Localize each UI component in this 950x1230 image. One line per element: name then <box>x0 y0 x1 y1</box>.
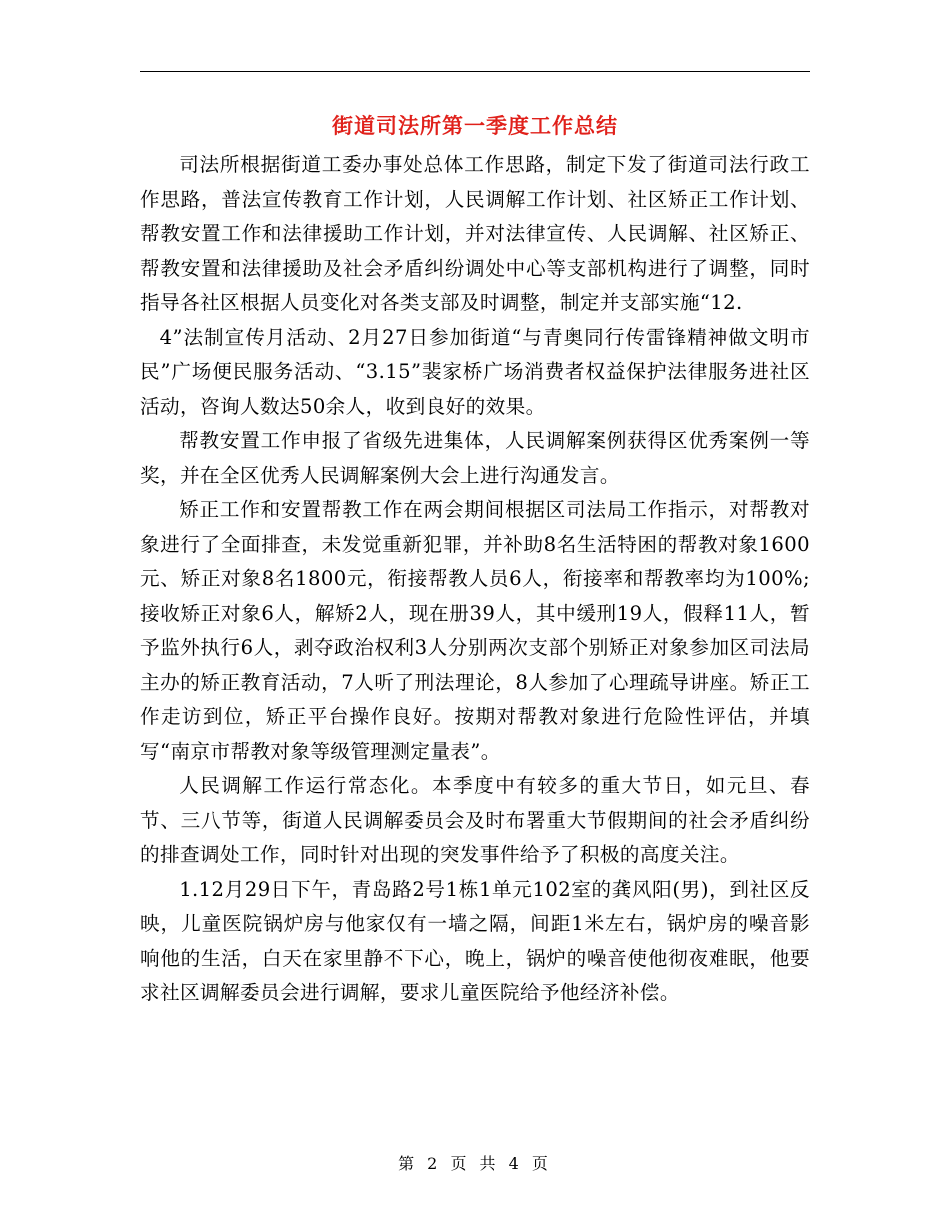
paragraph-2: 4”法制宣传月活动、2月27日参加街道“与青奥同行传雷锋精神做文明市民”广场便民服务活动、“3.15”裴家桥广场消费者权益保护法律服务进社区活动，咨询人数达50余人，收到良好的效果。 <box>140 325 810 418</box>
paragraph-1: 司法所根据街道工委办事处总体工作思路，制定下发了街道司法行政工作思路，普法宣传教育工作计划，人民调解工作计划、社区矫正工作计划、帮教安置工作和法律援助工作计划，并对法律宣传、人民调解、社区矫正、帮教安置和法律援助及社会矛盾纠纷调处中心等支部机构进行了调整，同时指导各社区根据人员变化对各类支部及时调整，制定并支部实施“12. <box>140 153 810 314</box>
document-body <box>140 148 810 1011</box>
paragraph-4: 矫正工作和安置帮教工作在两会期间根据区司法局工作指示，对帮教对象进行了全面排查，未发觉重新犯罪，并补助8名生活特困的帮教对象1600元、矫正对象8名1800元，衔接帮教人员6人，衔接率和帮教率均为100%;接收矫正对象6人，解矫2人，现在册39人，其中缓刑19人，假释11人，暂予监外执行6人，剥夺政治权利3人分别两次支部个别矫正对象参加区司法局主办的矫正教育活动，7人听了刑法理论，8人参加了心理疏导讲座。矫正工作走访到位，矫正平台操作良好。按期对帮教对象进行危险性评估，并填写“南京市帮教对象等级管理测定量表”。 <box>140 498 810 763</box>
header-rule <box>140 71 810 72</box>
paragraph-6: 1.12月29日下午，青岛路2号1栋1单元102室的龚风阳(男)，到社区反映，儿童医院锅炉房与他家仅有一墙之隔，间距1米左右，锅炉房的噪音影响他的生活，白天在家里静不下心，晚上，锅炉的噪音使他彻夜难眠，他要求社区调解委员会进行调解，要求儿童医院给予他经济补偿。 <box>140 877 810 1004</box>
paragraph-5: 人民调解工作运行常态化。本季度中有较多的重大节日，如元旦、春节、三八节等，街道人民调解委员会及时布署重大节假期间的社会矛盾纠纷的排查调处工作，同时针对出现的突发事件给予了积极的高度关注。 <box>140 774 810 866</box>
paragraph-3: 帮教安置工作申报了省级先进集体，人民调解案例获得区优秀案例一等奖，并在全区优秀人民调解案例大会上进行沟通发言。 <box>140 429 810 487</box>
page-number-footer: 第 2 页 共 4 页 <box>398 1154 552 1173</box>
document-title: 街道司法所第一季度工作总结 <box>332 113 618 138</box>
